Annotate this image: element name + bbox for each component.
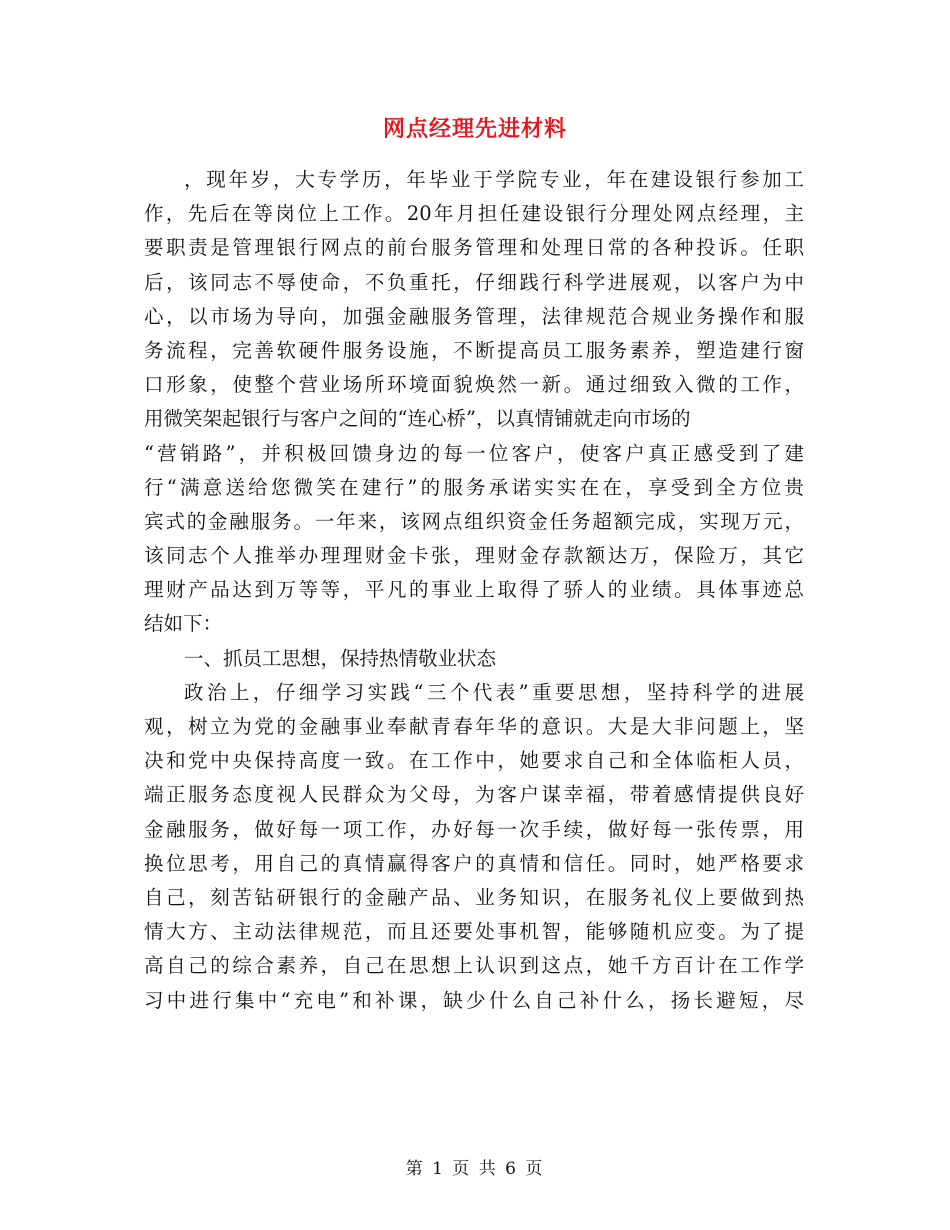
text-line: 后，该同志不辱使命，不负重托，仔细践行科学进展观，以客户为中 [144,270,804,294]
text-line: 金融服务，做好每一项工作，办好每一次手续，做好每一张传票，用 [144,817,804,841]
text-line: 换位思考，用自己的真情赢得客户的真情和信任。同时，她严格要求 [144,851,804,875]
text-line: 行“满意送给您微笑在建行”的服务承诺实实在在，享受到全方位贵 [144,475,804,499]
text-line: 自己，刻苦钻研银行的金融产品、业务知识，在服务礼仪上要做到热 [144,885,804,909]
page-footer: 第 1 页 共 6 页 [405,1159,545,1179]
text-line: 结如下： [144,612,223,636]
text-line: 理财产品达到万等等，平凡的事业上取得了骄人的业绩。具体事迹总 [144,578,804,602]
text-line: 用微笑架起银行与客户之间的“连心桥”，以真情铺就走向市场的 [144,407,691,431]
page-title: 网点经理先进材料 [382,116,567,142]
text-line: 端正服务态度视人民群众为父母，为客户谋幸福，带着感情提供良好 [144,783,804,807]
text-line: 一、抓员工思想，保持热情敬业状态 [184,646,497,670]
text-line: 宾式的金融服务。一年来，该网点组织资金任务超额完成，实现万元， [144,509,804,533]
body-text [144,163,804,1018]
text-line: 高自己的综合素养，自己在思想上认识到这点，她千方百计在工作学 [144,954,804,978]
text-line: 该同志个人推举办理理财金卡张，理财金存款额达万，保险万，其它 [144,544,804,568]
text-line: 务流程，完善软硬件服务设施，不断提高员工服务素养，塑造建行窗 [144,338,804,362]
text-line: 习中进行集中“充电”和补课，缺少什么自己补什么，扬长避短，尽 [144,988,804,1012]
text-line: 观，树立为党的金融事业奉献青春年华的意识。大是大非问题上，坚 [144,715,804,738]
text-line: 情大方、主动法律规范，而且还要处事机智，能够随机应变。为了提 [144,920,804,944]
text-line: 政治上，仔细学习实践“三个代表”重要思想，坚持科学的进展 [184,680,804,704]
text-line: ，现年岁，大专学历，年毕业于学院专业，年在建设银行参加工 [184,168,804,191]
text-line: 要职责是管理银行网点的前台服务管理和处理日常的各种投诉。任职 [144,236,804,260]
text-line: 决和党中央保持高度一致。在工作中，她要求自己和全体临柜人员， [144,749,804,773]
text-line: 口形象，使整个营业场所环境面貌焕然一新。通过细致入微的工作， [144,373,804,397]
text-line: 作，先后在等岗位上工作。20年月担任建设银行分理处网点经理，主 [144,202,804,226]
text-line: 心，以市场为导向，加强金融服务管理，法律规范合规业务操作和服 [144,304,804,328]
text-line: “营销路”，并积极回馈身边的每一位客户，使客户真正感受到了建 [144,441,804,465]
